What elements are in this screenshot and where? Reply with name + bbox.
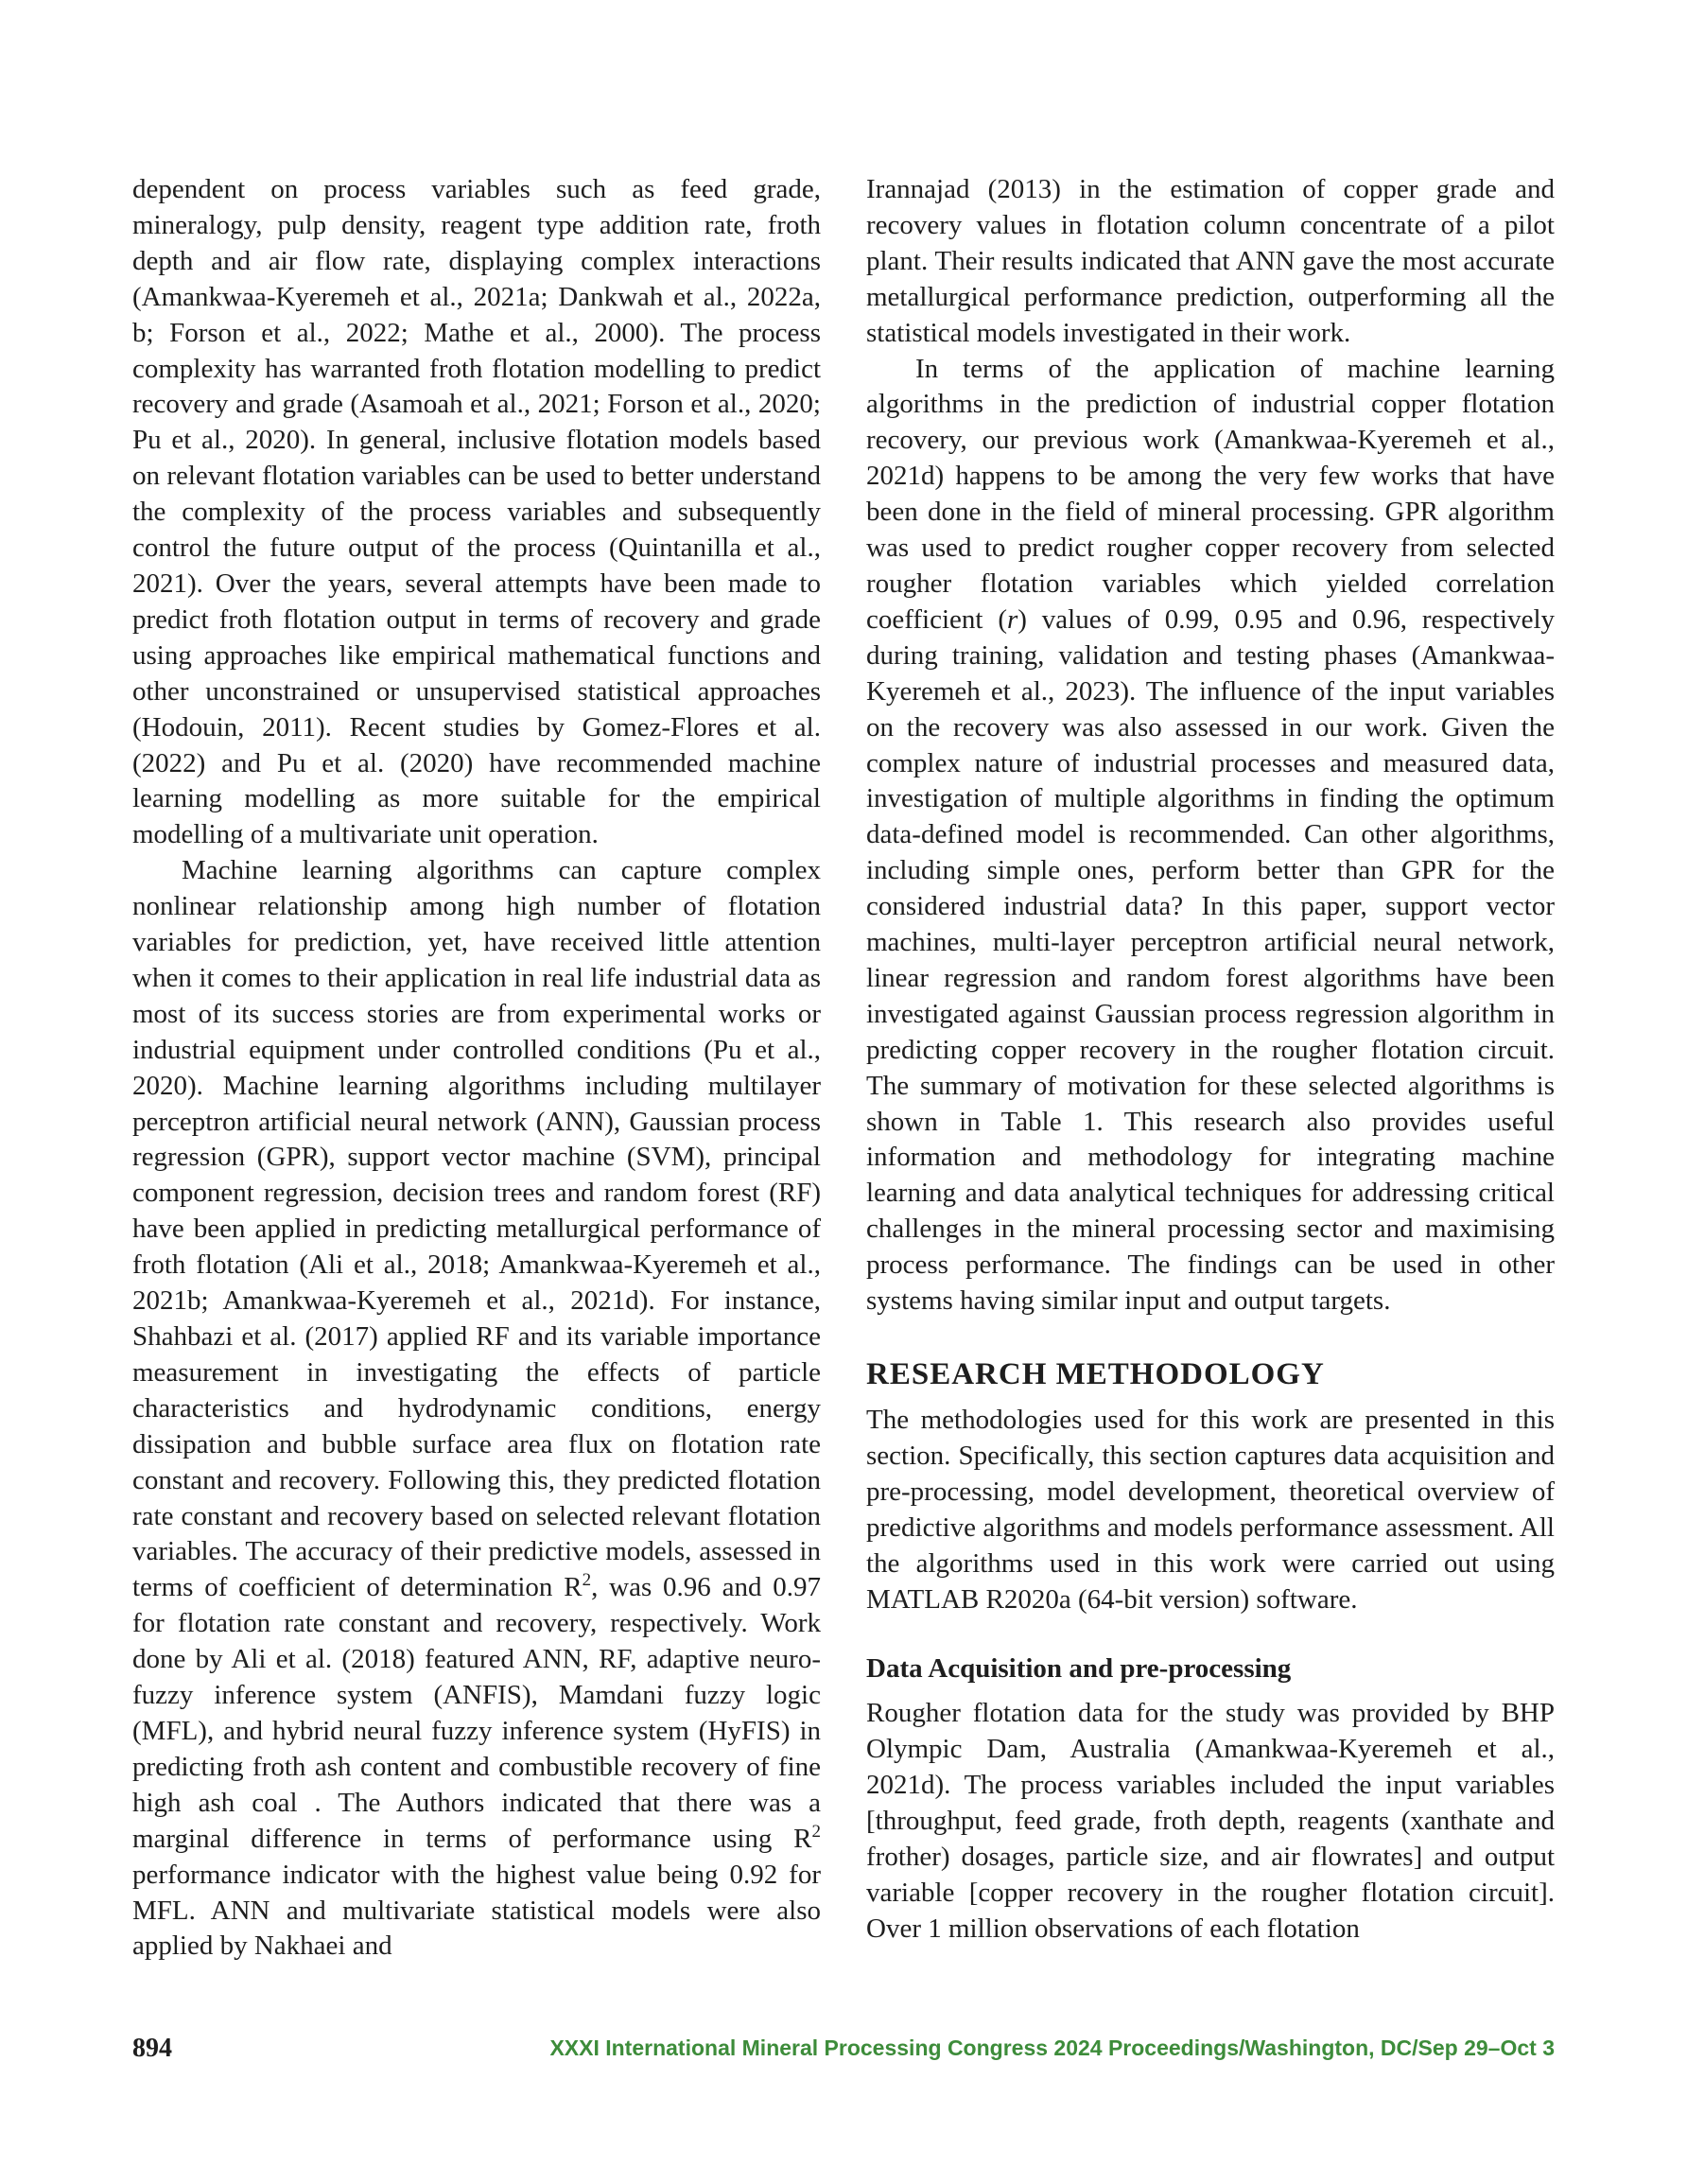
page-footer xyxy=(132,2034,1555,2071)
paragraph: Rougher flotation data for the study was provided by BHP Olympic Dam, Australia (Amankwaa-Kyeremeh et al., 2021d). The process variables included the input variables [throughput, feed grade, froth depth, reagents (xanthate and frother) dosages, particle size, and air flowrates] and output variable [copper recovery in the rougher flotation circuit]. Over 1 million observations of each flotation xyxy=(866,1698,1555,1944)
text-run: performance indicator with the highest value being 0.92 for MFL. ANN and multivariate statistical models were also applied by Nakhaei and xyxy=(132,1859,821,1962)
right-column xyxy=(866,172,1555,1948)
paragraph xyxy=(866,352,1555,1319)
text-run: Machine learning algorithms can capture complex nonlinear relationship among high number of flotation variables for prediction, yet, have received little attention when it comes to their application in real life industrial data as most of its success stories are from experimental works or industrial equipment under controlled conditions (Pu et al., 2020). Machine learning algorithms including multilayer perceptron artificial neural network (ANN), Gaussian process regression (GPR), support vector machine (SVM), principal component regression, decision trees and random forest (RF) have been applied in predicting metallurgical performance of froth flotation (Ali et al., 2018; Amankwaa-Kyeremeh et al., 2021b; Amankwaa-Kyeremeh et al., 2021d). For instance, Shahbazi et al. (2017) applied RF and its variable importance measurement in investigating the effects of particle characteristics and hydrodynamic conditions, energy dissipation and bubble surface area flux on flotation rate constant and recovery. Following this, they predicted flotation rate constant and recovery based on selected relevant flotation variables. The accuracy of their predictive models, assessed in terms of coefficient of determination R xyxy=(132,855,821,1603)
subsection-heading: Data Acquisition and pre-processing xyxy=(866,1653,1292,1685)
text-run: ) values of 0.99, 0.95 and 0.96, respectively during training, validation and testing phases (Amankwaa-Kyeremeh et al., 2023). The influence of the input variables on the recovery was also assessed in our work. Given the complex nature of industrial processes and measured data, investigation of multiple algorithms in finding the optimum data-defined model is recommended. Can other algorithms, including simple ones, perform better than GPR for the considered industrial data? In this paper, support vector machines, multi-layer perceptron artificial neural network, linear regression and random forest algorithms have been investigated against Gaussian process regression algorithm in predicting copper recovery in the rougher flotation circuit. The summary of motivation for these selected algorithms is shown in Table 1. This research also provides useful information and methodology for integrating machine learning and data analytical techniques for addressing critical challenges in the mineral processing sector and maximising process performance. The findings can be used in other systems having similar input and output targets. xyxy=(866,603,1556,1317)
section-heading: RESEARCH METHODOLOGY xyxy=(866,1357,1325,1391)
footer-title: XXXI International Mineral Processing Congress 2024 Proceedings/Washington, DC/Sep 29–Oct 3 xyxy=(549,2035,1555,2060)
text-run: In terms of the application of machine learning algorithms in the prediction of industrial copper flotation recovery, our previous work (Amankwaa-Kyeremeh et al., 2021d) happens to be among the very few works that have been done in the field of mineral processing. GPR algorithm was used to predict rougher copper recovery from selected rougher flotation variables which yielded correlation coefficient ( xyxy=(866,353,1555,635)
superscript: 2 xyxy=(582,1570,592,1591)
page-number: 894 xyxy=(132,2034,172,2063)
left-column xyxy=(132,172,821,1965)
paragraph xyxy=(132,853,821,1965)
italic-variable: r xyxy=(1006,603,1018,635)
superscript: 2 xyxy=(811,1821,821,1842)
paragraph: Irannajad (2013) in the estimation of copper grade and recovery values in flotation column concentrate of a pilot plant. Their results indicated that ANN gave the most accurate metallurgical performance prediction, outperforming all the statistical models investigated in their work. xyxy=(866,174,1555,348)
text-run: , was 0.96 and 0.97 for flotation rate constant and recovery, respectively. Work done by Ali et al. (2018) featured ANN, RF, adaptive neuro-fuzzy inference system (ANFIS), Mamdani fuzzy logic (MFL), and hybrid neural fuzzy inference system (HyFIS) in predicting froth ash content and combustible recovery of fine high ash coal . The Authors indicated that there was a marginal difference in terms of performance using R xyxy=(132,1572,821,1854)
paragraph: dependent on process variables such as feed grade, mineralogy, pulp density, reagent type addition rate, froth depth and air flow rate, displaying complex interactions (Amankwaa-Kyeremeh et al., 2021a; Dankwah et al., 2022a, b; Forson et al., 2022; Mathe et al., 2000). The process complexity has warranted froth flotation modelling to predict recovery and grade (Asamoah et al., 2021; Forson et al., 2020; Pu et al., 2020). In general, inclusive flotation models based on relevant flotation variables can be used to better understand the complexity of the process variables and subsequently control the future output of the process (Quintanilla et al., 2021). Over the years, several attempts have been made to predict froth flotation output in terms of recovery and grade using approaches like empirical mathematical functions and other unconstrained or unsupervised statistical approaches (Hodouin, 2011). Recent studies by Gomez-Flores et al. (2022) and Pu et al. (2020) have recommended machine learning modelling as more suitable for the empirical modelling of a multivariate unit operation. xyxy=(132,174,821,850)
paragraph: The methodologies used for this work are presented in this section. Specifically, this section captures data acquisition and pre-processing, model development, theoretical overview of predictive algorithms and models performance assessment. All the algorithms used in this work were carried out using MATLAB R2020a (64-bit version) software. xyxy=(866,1405,1555,1615)
